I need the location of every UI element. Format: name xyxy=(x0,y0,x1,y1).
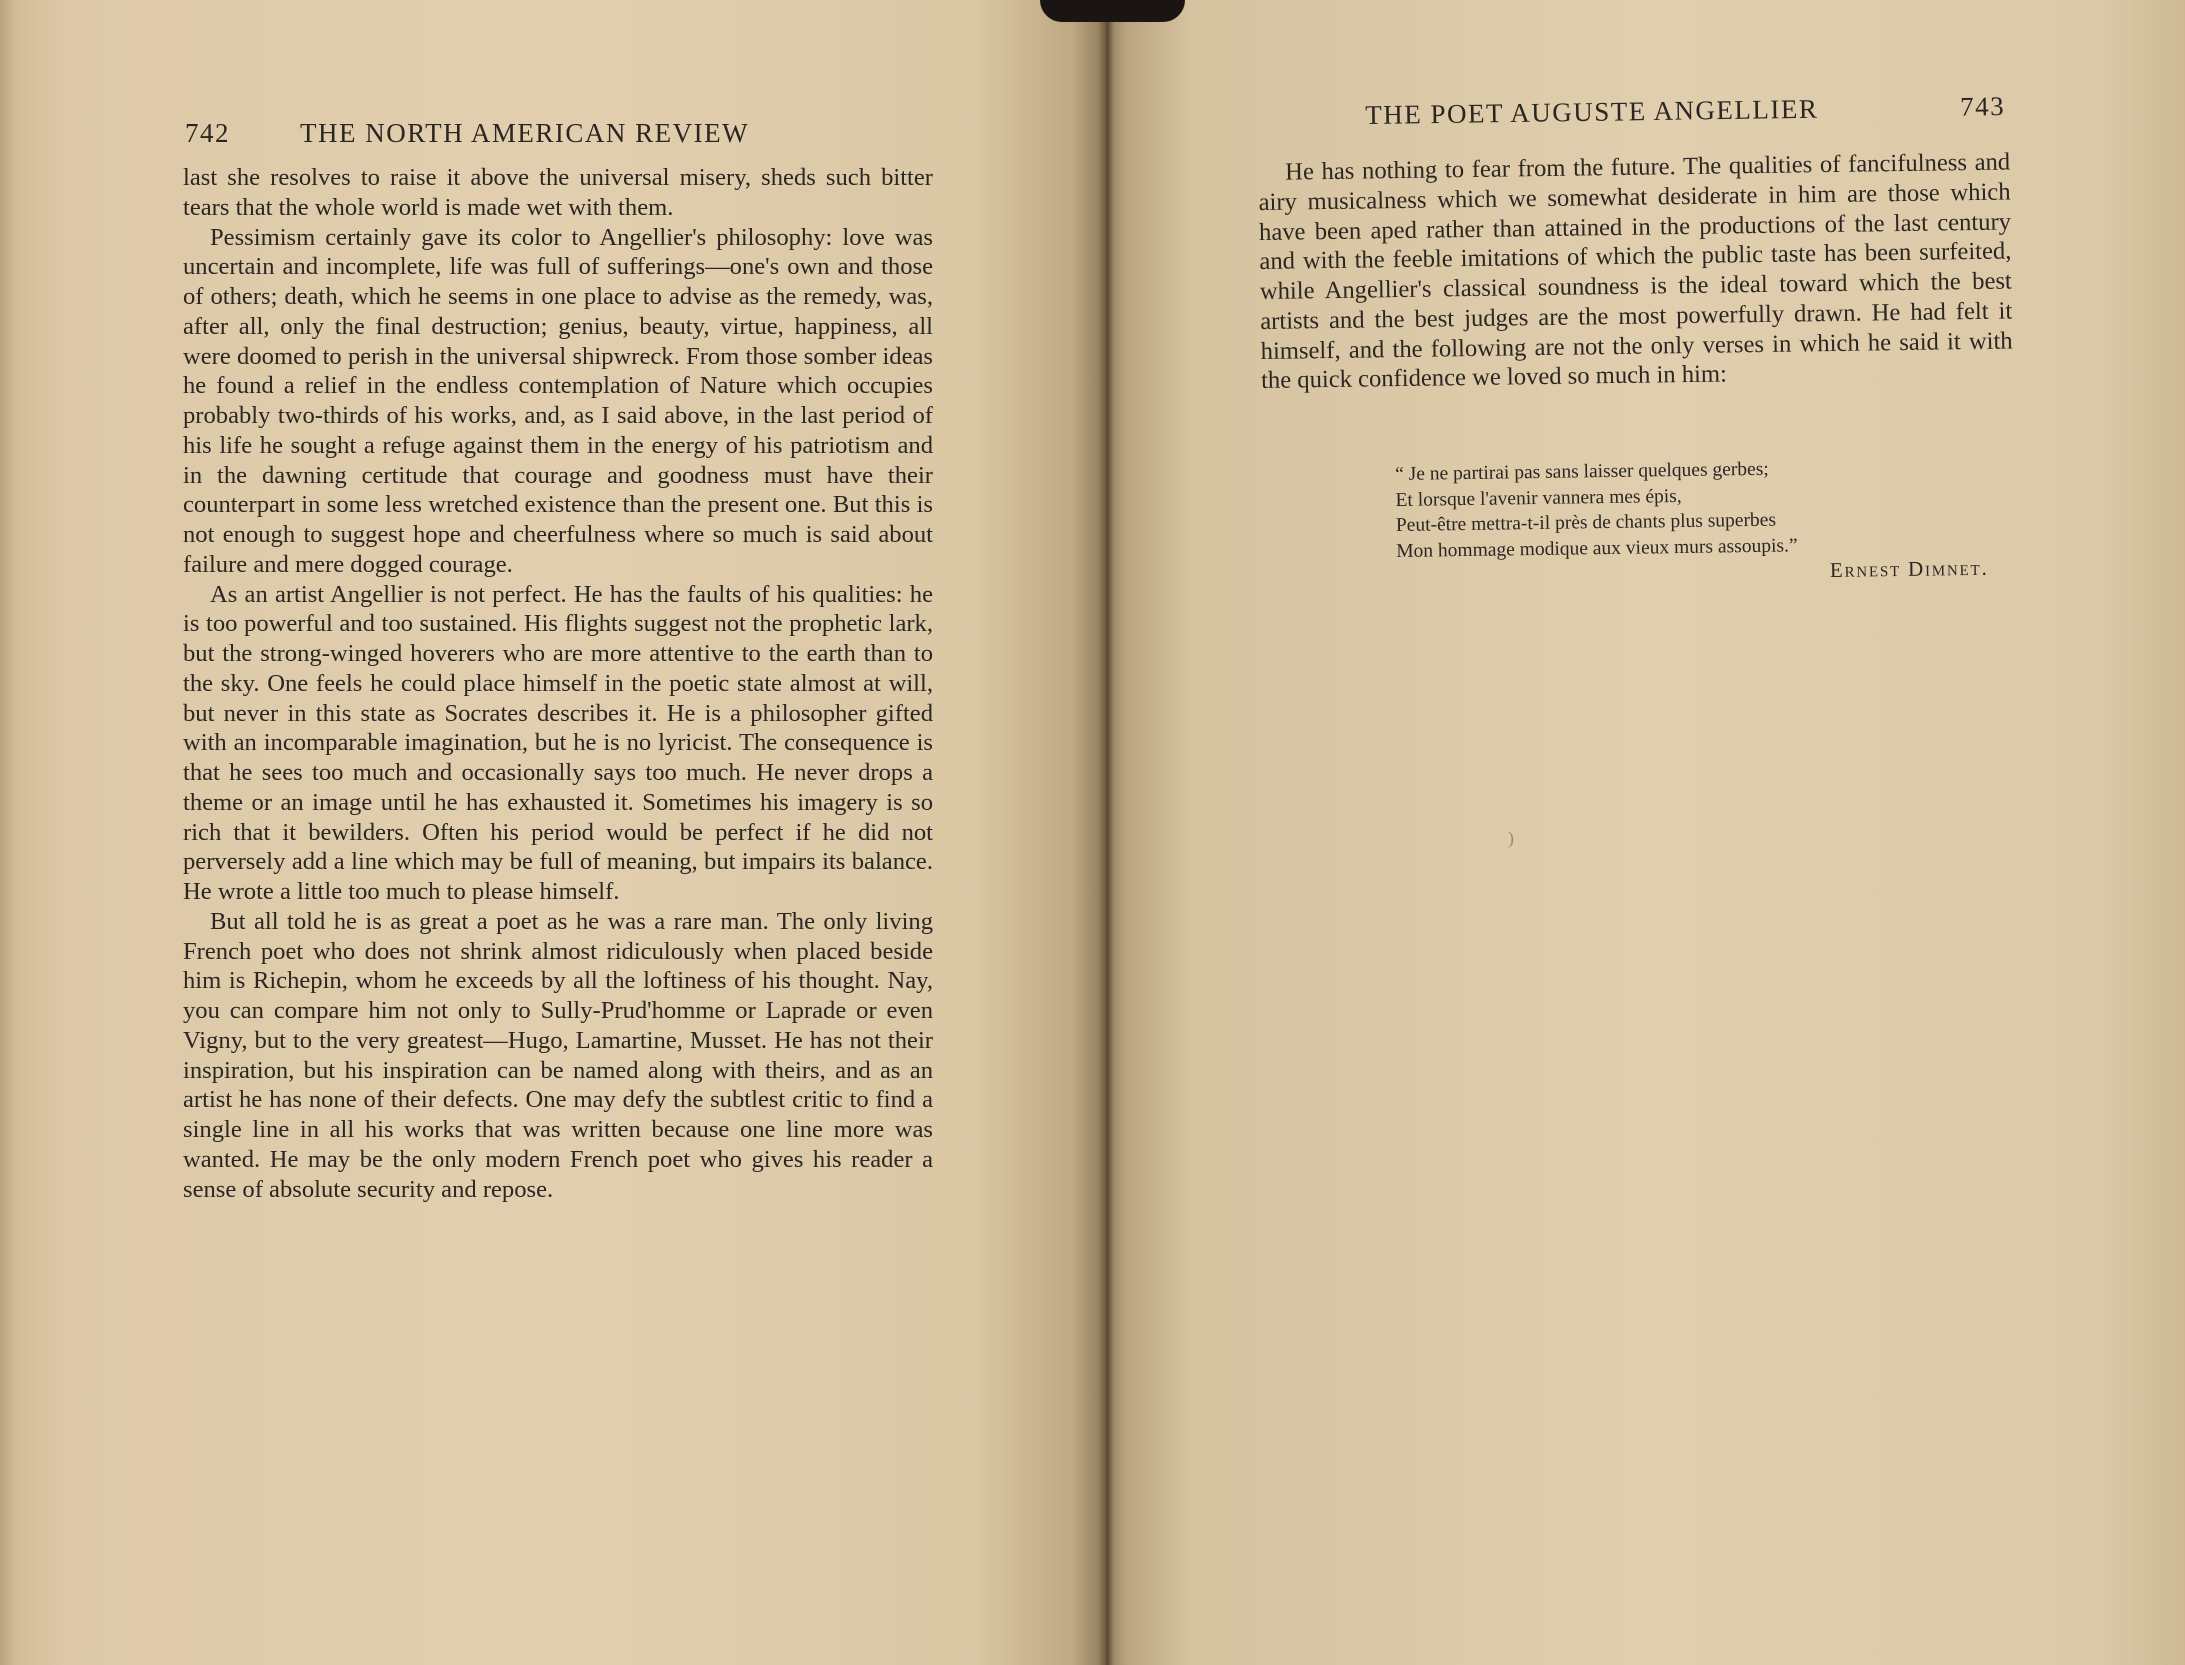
left-body-text xyxy=(183,163,933,1204)
left-page-number: 742 xyxy=(185,118,230,148)
paragraph: last she resolves to raise it above the universal misery, sheds such bitter tears that the whole world is made wet with them. xyxy=(183,164,933,221)
left-running-title: THE NORTH AMERICAN REVIEW xyxy=(300,118,750,148)
paragraph: But all told he is as great a poet as he was a rare man. The only living French poet who does not shrink almost ridiculously when placed beside him is Richepin, whom he exceeds by all the loftiness of his thought. Nay, you can compare him not only to Sully-Prud'homme or Laprade or even Vigny, but to the very greatest—Hugo, Lamartine, Musset. He has not their inspiration, but his inspiration can be named along with theirs, and as an artist he has none of their defects. One may defy the subtlest critic to find a single line in all his works that was written because one line more was wanted. He may be the only modern French poet who gives his reader a sense of absolute security and repose. xyxy=(183,907,933,1203)
paragraph: As an artist Angellier is not perfect. He has the faults of his qualities: he is too powerful and too sustained. His flights suggest not the prophetic lark, but the strong-winged hoverers who are more attentive to the earth than to the sky. One feels he could place himself in the poetic state almost at will, but never in this state as Socrates describes it. He is a philosopher gifted with an incomparable imagination, but he is no lyricist. The consequence is that he sees too much and occasionally says too much. He never drops a theme or an image until he has exhausted it. Sometimes his imagery is so rich that it bewilders. Often his period would be perfect if he did not perversely add a line which may be full of meaning, but impairs its balance. He wrote a little too much to please himself. xyxy=(183,580,933,905)
paragraph: He has nothing to fear from the future. The qualities of fancifulness and airy musicalness which we somewhat desiderate in him are those which have been aped rather than attained in the productions of the last century and with the feeble imitations of which the public taste has been surfeited, while Angellier's classical soundness is the ideal toward which the best artists and the best judges are the most powerfully drawn. He had felt it himself, and the following are not the only verses in which he said it with the quick confidence we loved so much in him: xyxy=(1258,148,2013,395)
poem-quote xyxy=(1395,453,2017,589)
page-edge-shading xyxy=(0,0,14,1665)
poem-line: “ Je ne partirai pas sans laisser quelques gerbes; xyxy=(1395,458,1769,485)
paragraph: Pessimism certainly gave its color to Angellier's philosophy: love was uncertain and incomplete, life was full of sufferings—one's own and those of others; death, which he seems in one place to advise as the remedy, was, after all, only the final destruction; genius, beauty, virtue, happiness, all were doomed to perish in the universal shipwreck. From those somber ideas he found a relief in the endless contemplation of Nature which occupies probably two-thirds of his works, and, as I said above, in the last period of his life he sought a refuge against them in the energy of his patriotism and in the dawning certitude that courage and goodness must have their counterpart in some less wretched existence than the present one. But this is not enough to suggest hope and cheerfulness where so much is said about failure and mere dogged courage. xyxy=(183,223,933,578)
binding-shadow xyxy=(1040,0,1185,22)
left-running-head xyxy=(185,118,935,149)
poem-line: Mon hommage modique aux vieux murs assoupis.” xyxy=(1396,534,1798,562)
stray-mark: ) xyxy=(1508,828,1514,848)
book-gutter xyxy=(1098,0,1114,1665)
right-running-title: THE POET AUGUSTE ANGELLIER xyxy=(1365,93,1819,130)
author-signature: Ernest Dimnet. xyxy=(1829,555,1989,582)
poem-line: Et lorsque l'avenir vannera mes épis, xyxy=(1395,485,1682,511)
right-body-text xyxy=(1258,148,2013,396)
right-page-number: 743 xyxy=(1959,91,2006,122)
poem-line: Peut-être mettra-t-il près de chants plus superbes xyxy=(1395,509,1777,536)
